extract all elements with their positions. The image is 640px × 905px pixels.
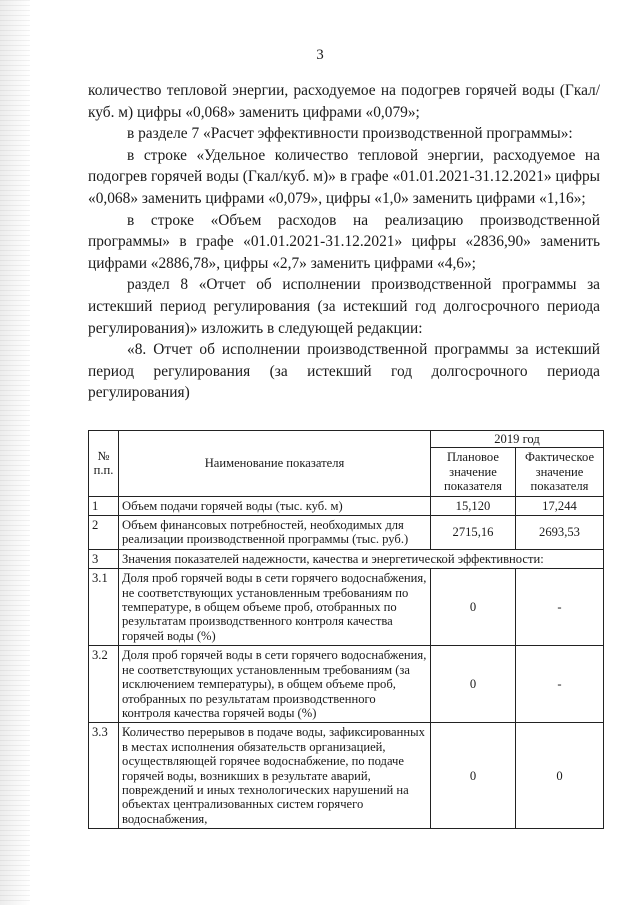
scan-edge [0,0,30,905]
row-name: Объем финансовых потребностей, необходимых для реализации производственной программы (тыс. руб.) [119,516,431,550]
paragraph: в строке «Удельное количество тепловой энергии, расходуемое на подогрев горячей воды (Гкал/куб. м)» в графе «01.01.2021-31.12.2021» цифры «0,068» заменить цифрами «0,079», цифры «1,0» заменить цифрами «1,16»; [88,146,600,207]
row-planned: 0 [431,569,516,646]
table-row [89,646,604,723]
row-planned: 0 [431,723,516,829]
row-actual: 0 [516,723,604,829]
row-num: 3.2 [89,646,119,723]
paragraph: в разделе 7 «Расчет эффективности производственной программы»: [127,125,573,143]
row-planned: 0 [431,646,516,723]
row-name: Доля проб горячей воды в сети горячего водоснабжения, не соответствующих установленным требованиям по температуре, в общем объеме проб, отобранных по результатам производственного контроля качества горячей воды (%) [119,569,431,646]
header-planned: Плановое значение показателя [431,448,516,496]
header-actual: Фактическое значение показателя [516,448,604,496]
table-section-row [89,549,604,568]
table-row [89,569,604,646]
row-actual: 2693,53 [516,516,604,550]
row-num: 3.3 [89,723,119,829]
row-name: Количество перерывов в подаче воды, зафиксированных в местах исполнения обязательств организацией, осуществляющей горячее водоснабжение, по подаче горячей воды, возникших в результате аварий, повреждений и иных технологических нарушений на объектах централизованных систем горячего водоснабжения, [119,723,431,829]
table-header-row [89,431,604,448]
row-actual: - [516,646,604,723]
row-num: 2 [89,516,119,550]
table-row [89,723,604,829]
page-number: 3 [316,47,324,63]
row-planned: 2715,16 [431,516,516,550]
row-name: Доля проб горячей воды в сети горячего водоснабжения, не соответствующих установленным требованиям (за исключением температуры), в общем объеме проб, отобранных по результатам производственного контроля качества горячей воды (%) [119,646,431,723]
header-year: 2019 год [431,431,604,448]
paragraph: количество тепловой энергии, расходуемое на подогрев горячей воды (Гкал/куб. м) цифры «0,068» заменить цифрами «0,079»; [88,82,600,121]
row-actual: - [516,569,604,646]
row-num: 1 [89,496,119,515]
section-title: Значения показателей надежности, качества и энергетической эффективности: [119,549,604,568]
row-actual: 17,244 [516,496,604,515]
header-num: № п.п. [89,431,119,497]
table-row [89,496,604,515]
paragraph: раздел 8 «Отчет об исполнении производственной программы за истекший период регулирования (за истекший год долгосрочного периода регулирования)» изложить в следующей редакции: [88,276,600,337]
paragraph: в строке «Объем расходов на реализацию производственной программы» в графе «01.01.2021-31.12.2021» цифры «2836,90» заменить цифрами «2886,78», цифры «2,7» заменить цифрами «4,6»; [88,211,600,272]
row-name: Объем подачи горячей воды (тыс. куб. м) [119,496,431,515]
paragraph: «8. Отчет об исполнении производственной программы за истекший период регулирования (за истекший год долгосрочного периода регулирования) [88,341,600,402]
report-table [88,430,604,829]
row-num: 3 [89,549,119,568]
body-text [88,80,600,404]
row-num: 3.1 [89,569,119,646]
row-planned: 15,120 [431,496,516,515]
table-row [89,516,604,550]
header-name: Наименование показателя [119,431,431,497]
